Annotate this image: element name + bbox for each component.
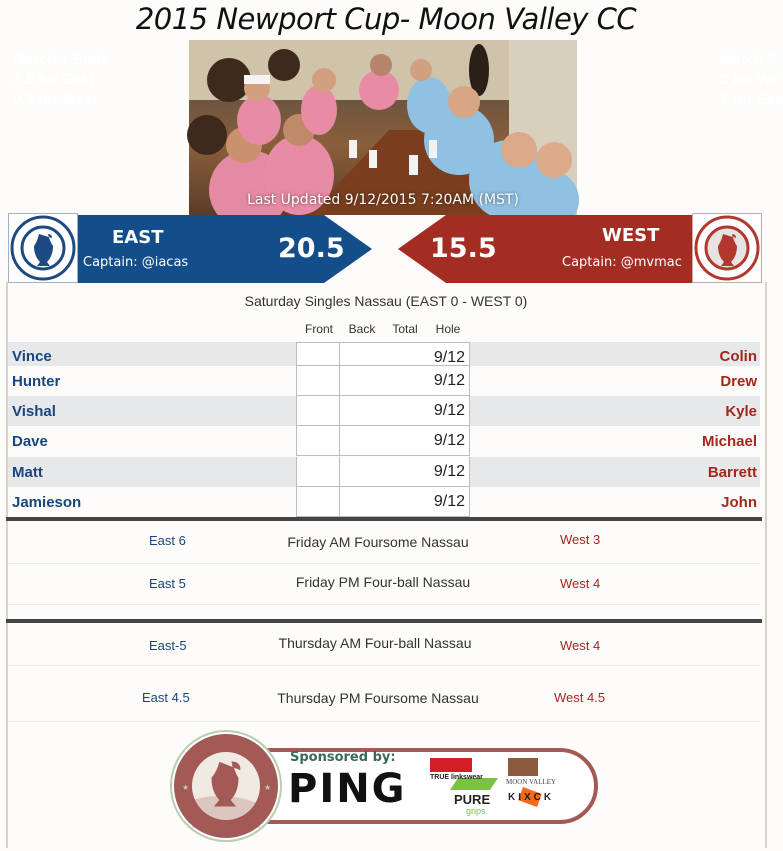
page-title: 2015 Newport Cup- Moon Valley CC [135, 2, 637, 36]
east-player-name: Jamieson [12, 494, 82, 511]
score-cell-front [296, 487, 340, 517]
column-header-total: Total [392, 322, 418, 336]
score-cell-front [296, 366, 340, 396]
score-cell-back [340, 457, 384, 487]
score-cell-hole: 9/12 [426, 366, 470, 396]
result-east-score: East-5 [149, 638, 187, 653]
sponsor-banner [168, 728, 602, 846]
section-divider [6, 517, 762, 521]
side-note-line: 2.5 for East [13, 71, 94, 88]
svg-text:★: ★ [182, 783, 190, 792]
west-score: 15.5 [430, 233, 497, 264]
score-cell-front [296, 426, 340, 456]
result-west-score: West 4 [560, 576, 601, 591]
row-divider [8, 665, 760, 666]
west-team-name: WEST [602, 225, 660, 246]
west-player-name: John [721, 494, 757, 511]
score-cell-hole: 9/12 [426, 342, 470, 366]
score-cell-hole: 9/12 [426, 487, 470, 517]
score-cell-front [296, 396, 340, 426]
pure-grips-subtext: grips. [466, 806, 489, 816]
row-divider [8, 604, 760, 605]
last-updated: Last Updated 9/12/2015 7:20AM (MST) [247, 192, 519, 208]
section-divider [6, 619, 762, 623]
score-cell-front [296, 457, 340, 487]
east-score: 20.5 [278, 233, 345, 264]
west-player-name: Kyle [725, 403, 757, 420]
result-east-score: East 5 [149, 576, 186, 591]
side-note-line: 0.5 for West [13, 91, 98, 108]
column-header-hole: Hole [435, 322, 461, 336]
side-note-left [13, 50, 110, 110]
singles-match-row [8, 396, 760, 426]
moon-valley-logo: MOON VALLEY [506, 778, 557, 786]
score-cell-back [340, 396, 384, 426]
result-east-score: East 6 [149, 533, 186, 548]
west-logo [692, 213, 762, 283]
east-player-name: Dave [12, 433, 48, 450]
result-row [8, 572, 760, 602]
singles-match-row [8, 487, 760, 517]
side-note-line: Match 1 Ends [13, 51, 110, 68]
west-player-name: Colin [719, 348, 757, 365]
score-cell-total [383, 426, 427, 456]
side-note-line: 1 for Eas [720, 91, 783, 108]
result-row [8, 634, 760, 664]
side-note-line: Match 3 [720, 51, 776, 68]
result-row [8, 688, 760, 718]
row-divider [8, 721, 760, 722]
singles-match-row [8, 457, 760, 487]
score-cell-back [340, 366, 384, 396]
pure-grips-logo: PURE [454, 792, 491, 807]
sand-trap-logo-icon [693, 214, 761, 282]
score-cell-front [296, 342, 340, 366]
result-title: Thursday PM Foursome Nassau [277, 690, 479, 706]
singles-match-row [8, 366, 760, 396]
ping-logo: PING [288, 766, 407, 812]
score-cell-hole: 9/12 [426, 426, 470, 456]
score-cell-back [340, 426, 384, 456]
score-cell-back [340, 342, 384, 366]
result-row [8, 530, 760, 560]
result-west-score: West 3 [560, 532, 601, 547]
row-divider [8, 563, 760, 564]
result-title: Friday PM Four-ball Nassau [295, 574, 471, 590]
result-west-score: West 4 [560, 638, 601, 653]
east-logo [8, 213, 78, 283]
kixck-logo: KIXCK [508, 792, 555, 803]
result-title: Friday AM Foursome Nassau [287, 534, 469, 550]
score-cell-total [383, 396, 427, 426]
score-cell-total [383, 366, 427, 396]
east-player-name: Matt [12, 464, 43, 481]
sponsored-by-label: Sponsored by: [290, 750, 396, 765]
singles-match-row [8, 342, 760, 366]
side-note-right [720, 50, 783, 110]
west-captain: Captain: @mvmac [562, 255, 682, 270]
column-header-front: Front [304, 322, 333, 336]
result-west-score: West 4.5 [554, 690, 606, 705]
score-cell-back [340, 487, 384, 517]
team-photo-illustration [189, 40, 577, 215]
west-player-name: Barrett [707, 464, 757, 481]
score-cell-total [383, 457, 427, 487]
east-team-name: EAST [112, 227, 164, 248]
score-cell-total [383, 342, 427, 366]
singles-section-title: Saturday Singles Nassau (EAST 0 - WEST 0) [244, 293, 528, 309]
west-player-name: Drew [720, 373, 757, 390]
east-banner [78, 215, 372, 283]
team-photo [189, 40, 577, 215]
east-captain: Captain: @iacas [83, 255, 189, 270]
true-linkswear-logo: TRUE linkswear [430, 774, 483, 781]
sand-trap-logo-icon [9, 214, 77, 282]
score-cell-hole: 9/12 [426, 396, 470, 426]
east-player-name: Vince [12, 348, 52, 365]
result-east-score: East 4.5 [142, 690, 190, 705]
east-player-name: Hunter [12, 373, 61, 390]
column-header-back: Back [348, 322, 376, 336]
west-banner [398, 215, 692, 283]
side-note-line: 2 for We [720, 71, 779, 88]
score-cell-hole: 9/12 [426, 457, 470, 487]
singles-match-row [8, 426, 760, 456]
svg-text:★: ★ [264, 783, 272, 792]
east-player-name: Vishal [12, 403, 56, 420]
result-title: Thursday AM Four-ball Nassau [278, 635, 472, 651]
west-player-name: Michael [701, 433, 757, 450]
score-cell-total [383, 487, 427, 517]
